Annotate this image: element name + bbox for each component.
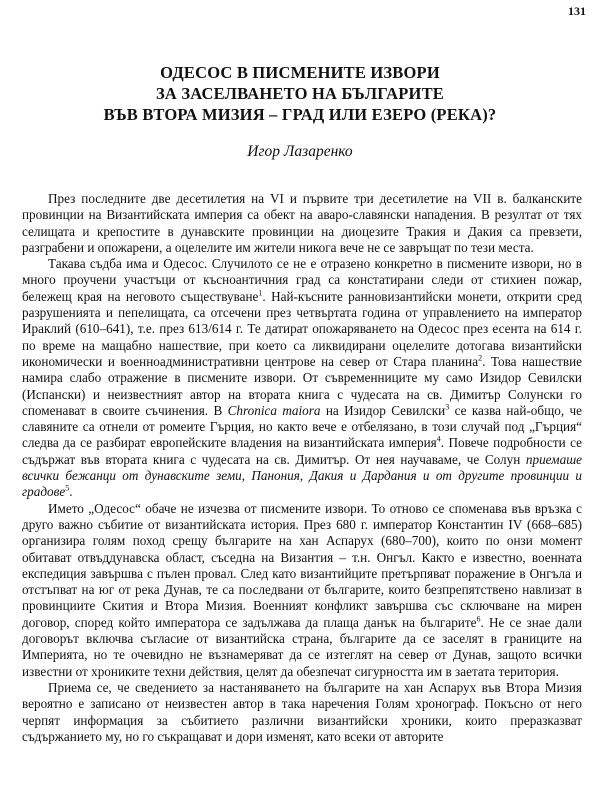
- quotation: приемаше всички бежанци от дунавските земи, Панония, Дакия и Дардания и от другите провинции и градове: [22, 451, 582, 500]
- paragraph-4: Приема се, че сведението за настаняването на българите на хан Аспарух във Втора Мизия вероятно е записано от неизвестен автор в така наречения Голям хронограф. Покъсно от него черпят информация за събитието различни византийски хроники, които преразказват съдържанието му, но го съкращават и дори изменят, като всеки от авторите: [22, 679, 582, 744]
- text-run: .: [69, 484, 73, 500]
- article-title: [0, 62, 600, 125]
- footnote-ref-3[interactable]: 3: [445, 402, 450, 412]
- footnote-ref-1[interactable]: 1: [258, 288, 263, 298]
- footnote-ref-6[interactable]: 6: [476, 614, 481, 624]
- title-line-3: ВЪВ ВТОРА МИЗИЯ – ГРАД ИЛИ ЕЗЕРО (РЕКА)?: [103, 105, 497, 124]
- text-run: Такава съдба има и Одесос. Случилото се не е отразено конкретно в писмените извори, но в много проучени участъци от късноантичния град са констатирани следи от стихиен пожар, бележещ края на неговото съществуване: [22, 256, 582, 304]
- text-run: . Не се знае дали договорът включва съгласие от византийска страна, българите да се заселят в границите на Империята, но те очевидно не възнамеряват да се изтеглят на север от Дунав, защото всички известни от хрониките техни действия, целят да обезпечат сигурността им в заетата територия.: [22, 614, 582, 679]
- footnote-ref-4[interactable]: 4: [436, 435, 441, 445]
- text-run: на Изидор Севилски: [320, 402, 446, 418]
- title-line-1: ОДЕСОС В ПИСМЕНИТЕ ИЗВОРИ: [160, 63, 440, 82]
- author-name: Игор Лазаренко: [247, 143, 353, 160]
- text-run: . Най-късните ранновизантийски монети, открити сред разрушенията и пепелищата, са отсечени през четвъртата година от управлението на император Ираклий (610–641), т.е. през 613/614 г. Те датират опожаряването на Одесос през есента на 614 г. по време на мащабно нашествие, при което са ликвидирани оцелелите дотогава византийски икономически и военноадминистративни центрове на север от Стара планина: [22, 288, 583, 369]
- text-run: Името „Одесос“ обаче не изчезва от писмените извори. То отново се споменава във връзка с друго важно събитие от византийската история. През 680 г. император Константин IV (668–685) организира голям поход срещу българите на хан Аспарух (680–700), които по онзи момент обитават отвъддунавска област, съседна на Византия – т.н. Онгъл. Както е известно, военната експедиция завършва с пълен провал. След като византийците претърпяват поражение в Онгъла и отстъпват на юг от река Дунав, те са последвани от българите, които безпрепятствено навлизат в провинциите Скития и Втора Мизия. Военният конфликт завършва със сключване на мирен договор, според който императора се задължава да плаща данък на българите: [22, 500, 582, 630]
- paragraph-1: През последните две десетилетия на VI и първите три десетилетие на VII в. балканските провинции на Византийската империя са обект на аваро-славянски нападения. В резултат от тях селищата и крепостите в дунавските провинции на диоцезите Тракия и Дакия са превзети, разграбени и опожарени, а оцелелите им жители никога вече не се завръщат по тези места.: [22, 191, 582, 255]
- page-number: 131: [568, 4, 586, 18]
- article-body: [22, 191, 582, 745]
- paragraph-2: [22, 256, 582, 500]
- paragraph-3: [22, 501, 582, 680]
- text-run: се казва най-общо, че славяните са отнели от ромеите Гърция, но както вече е отбелязано, в този случай под „Гърция“ следва да се разбират европейските владения на византийската империя: [22, 402, 582, 451]
- footnote-ref-2[interactable]: 2: [478, 353, 483, 363]
- text-run: . Това нашествие намира слабо отражение в писмените извори. От съвременниците му само Изидор Севилски (Испански) и неизвестният автор на втората книга с чудесата на св. Димитър Солунски го споменават в своите съчинения. В: [22, 353, 582, 418]
- footnote-ref-5[interactable]: 5: [65, 483, 70, 493]
- text-run: . Повече подробности се съдържат във втората книга с чудесата на св. Димитър. От нея научаваме, че Солун: [22, 435, 582, 467]
- title-line-2: ЗА ЗАСЕЛВАНЕТО НА БЪЛГАРИТЕ: [155, 84, 445, 103]
- work-title: Chronica maiora: [227, 402, 321, 418]
